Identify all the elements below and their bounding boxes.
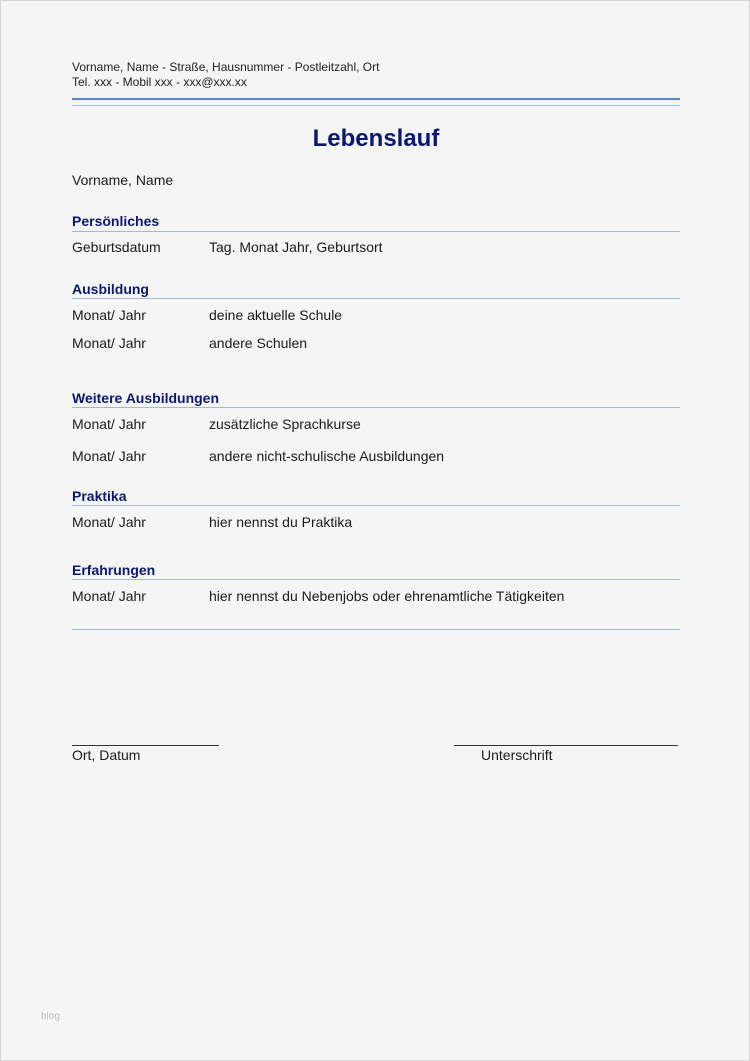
watermark-text: blog (41, 1011, 60, 1022)
row-value: andere Schulen (209, 335, 308, 351)
header-rule-bottom (72, 105, 680, 106)
section-rule-internships (72, 505, 680, 506)
section-heading-personal: Persönliches (72, 213, 160, 229)
section-rule-further-education (72, 407, 680, 408)
row-value: Tag. Monat Jahr, Geburtsort (209, 239, 383, 255)
row-label: Monat/ Jahr (72, 514, 146, 530)
applicant-name: Vorname, Name (72, 172, 174, 188)
row-label: Monat/ Jahr (72, 307, 146, 323)
section-rule-education (72, 298, 680, 299)
row-value: zusätzliche Sprachkurse (209, 416, 361, 432)
section-rule-experience (72, 579, 680, 580)
row-value: hier nennst du Nebenjobs oder ehrenamtliche Tätigkeiten (209, 588, 565, 604)
header-rule-top (72, 98, 680, 100)
row-label: Geburtsdatum (72, 239, 161, 255)
row-value: deine aktuelle Schule (209, 307, 343, 323)
row-label: Monat/ Jahr (72, 335, 146, 351)
place-date-label: Ort, Datum (72, 747, 141, 763)
row-label: Monat/ Jahr (72, 588, 146, 604)
section-rule-personal (72, 231, 680, 232)
section-heading-experience: Erfahrungen (72, 562, 156, 578)
section-heading-internships: Praktika (72, 488, 127, 504)
closing-rule (72, 629, 680, 630)
row-label: Monat/ Jahr (72, 448, 146, 464)
row-value: hier nennst du Praktika (209, 514, 353, 530)
section-heading-education: Ausbildung (72, 281, 149, 297)
signature-label: Unterschrift (481, 747, 553, 763)
row-label: Monat/ Jahr (72, 416, 146, 432)
signature-line (454, 745, 678, 746)
place-date-line (72, 745, 219, 746)
document-title: Lebenslauf (312, 125, 440, 152)
row-value: andere nicht-schulische Ausbildungen (209, 448, 445, 464)
section-heading-further-education: Weitere Ausbildungen (72, 390, 220, 406)
contact-line-phone: Tel. xxx - Mobil xxx - xxx@xxx.xx (72, 75, 247, 89)
contact-line-address: Vorname, Name - Straße, Hausnummer - Postleitzahl, Ort (72, 60, 380, 74)
